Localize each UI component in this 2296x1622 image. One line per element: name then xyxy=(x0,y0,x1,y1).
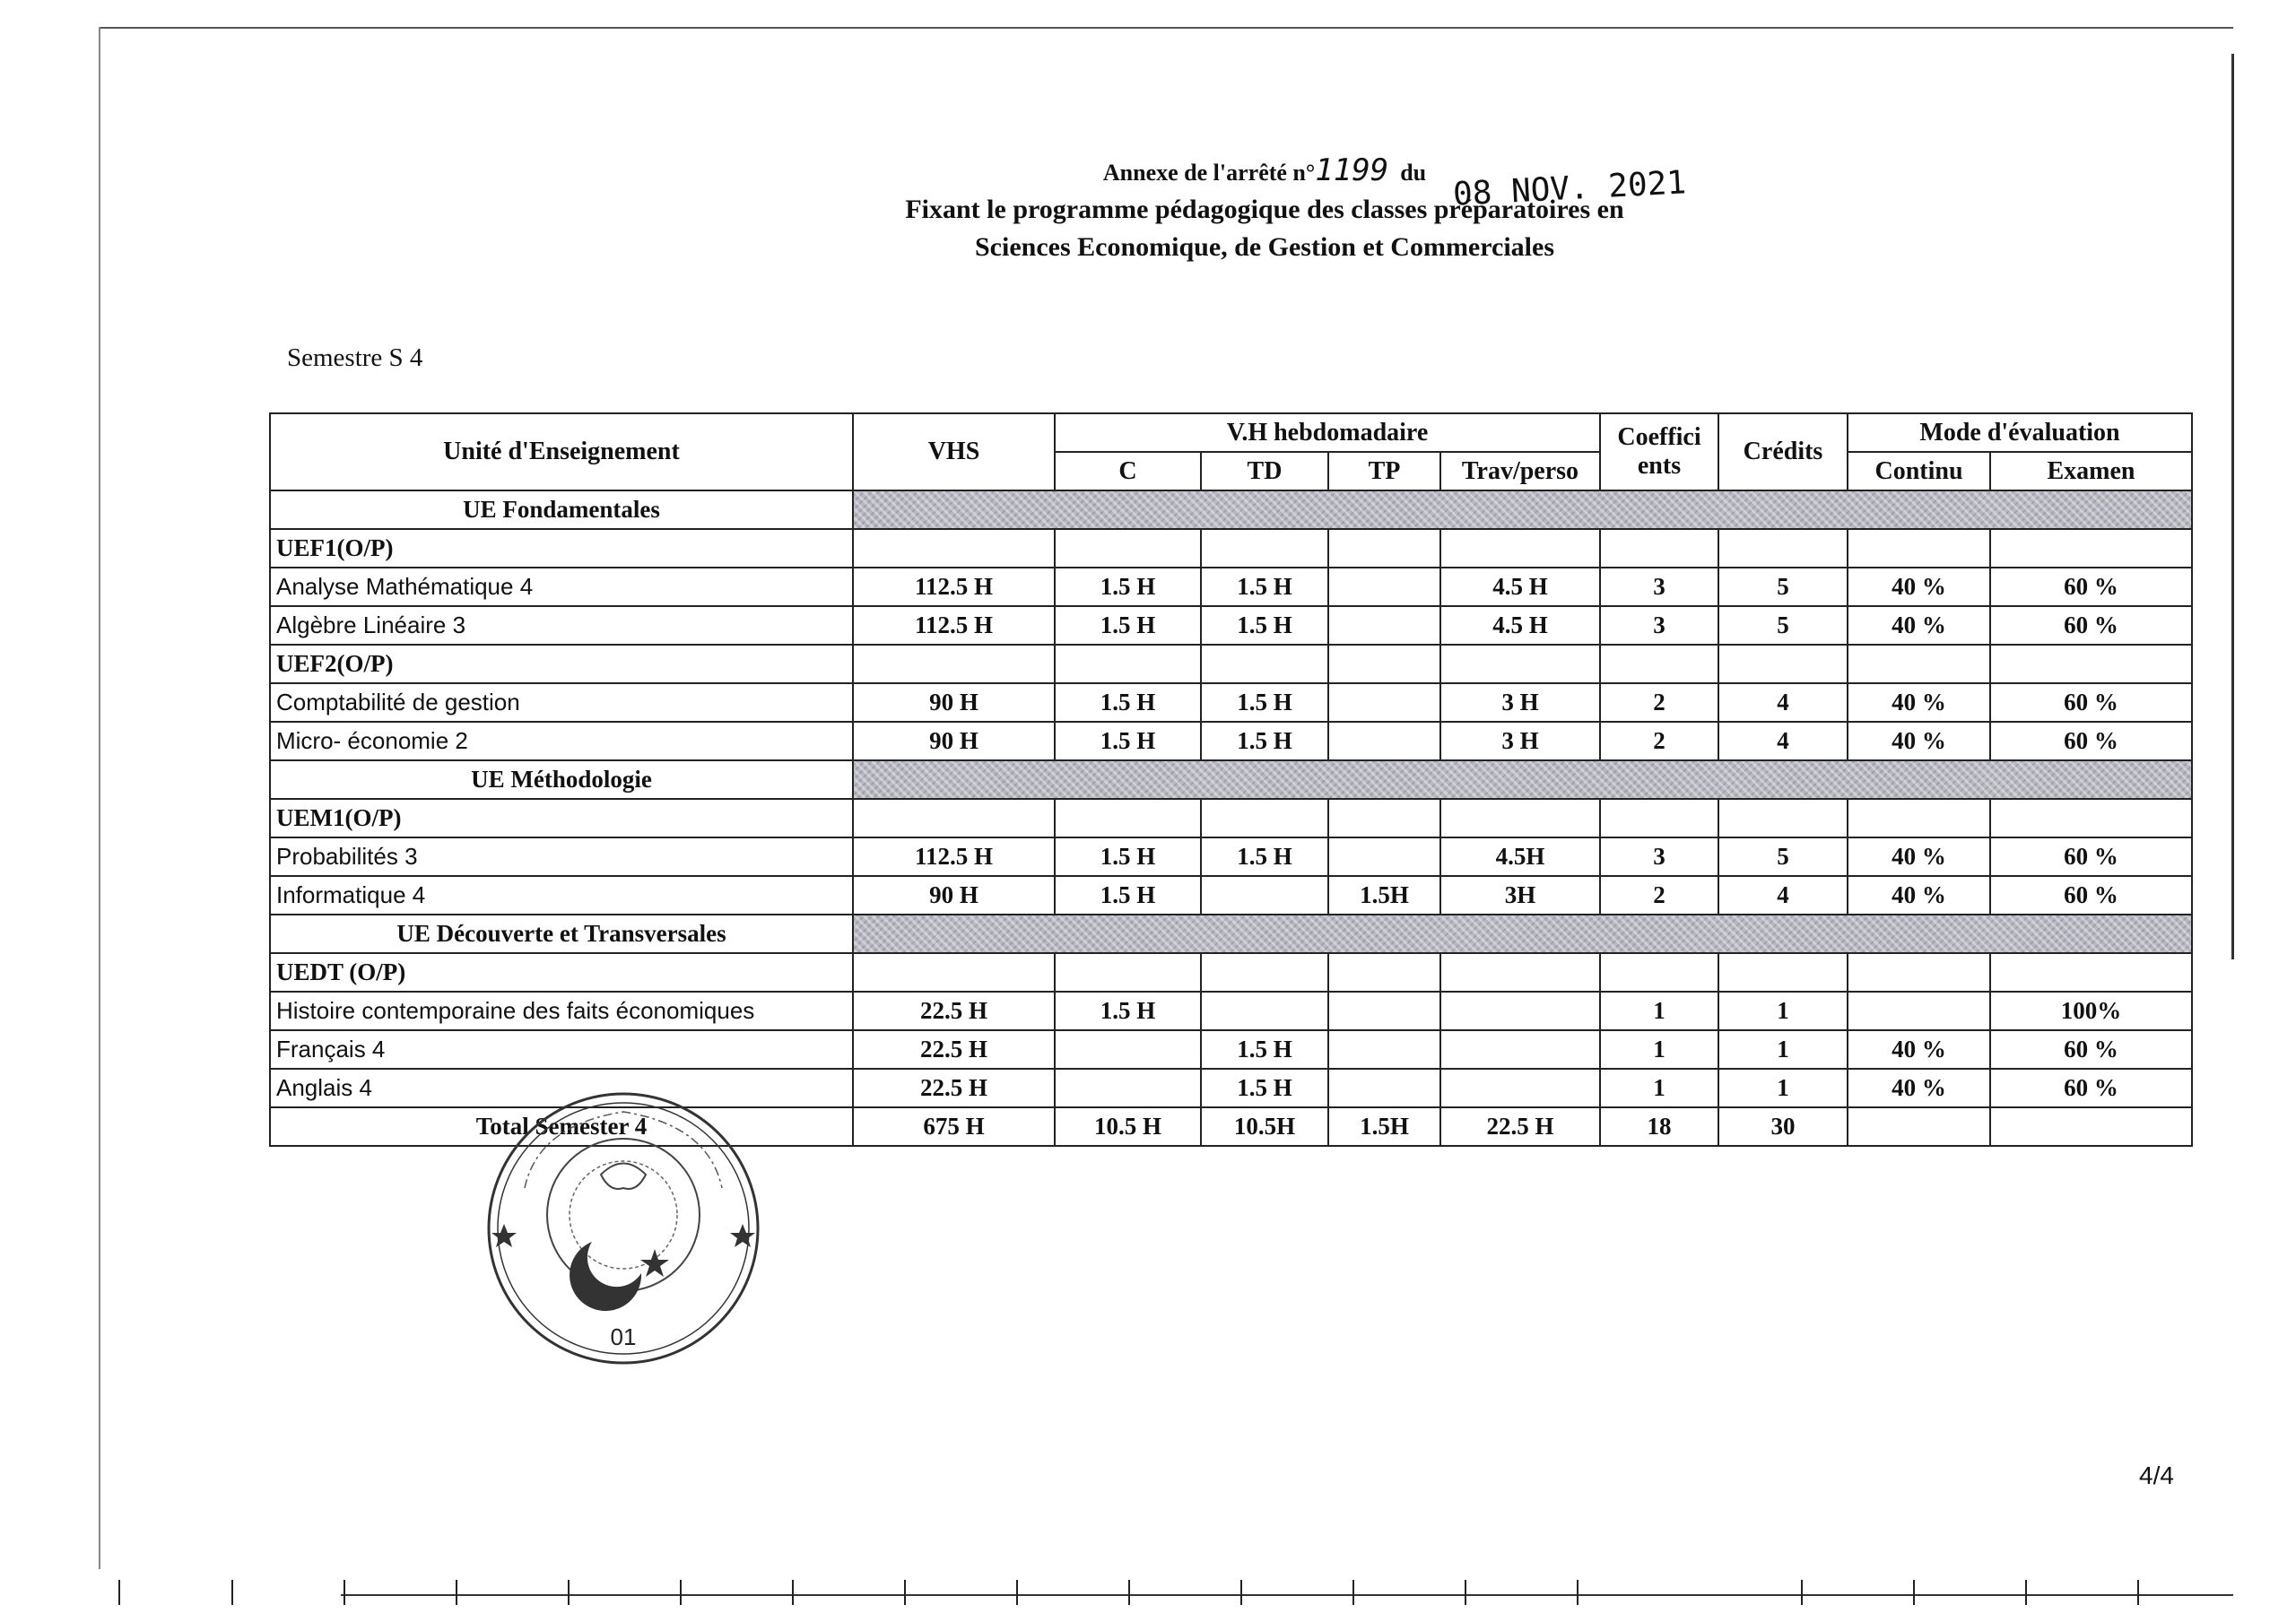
table-row xyxy=(270,837,2192,876)
group-uef1: UEF1(O/P) xyxy=(270,529,853,568)
section-decouverte: UE Découverte et Transversales xyxy=(270,915,853,953)
shaded-band xyxy=(853,490,2192,529)
total-label: Total Semester 4 xyxy=(270,1107,853,1146)
program-table xyxy=(269,412,2193,1147)
scan-tick xyxy=(1128,1580,1130,1605)
table-row xyxy=(270,683,2192,722)
coef-cell: 3 xyxy=(1600,606,1718,645)
td-cell: 1.5 H xyxy=(1201,722,1328,760)
total-td: 10.5H xyxy=(1201,1107,1328,1146)
credits-cell: 5 xyxy=(1718,606,1848,645)
seal-number: 01 xyxy=(610,1323,637,1350)
examen-cell: 60 % xyxy=(1990,876,2192,915)
table-row xyxy=(270,1030,2192,1069)
group-uem1: UEM1(O/P) xyxy=(270,799,853,837)
section-row xyxy=(270,760,2192,799)
scan-tick xyxy=(2025,1580,2027,1605)
total-vhs: 675 H xyxy=(853,1107,1055,1146)
credits-cell: 5 xyxy=(1718,568,1848,606)
annex-prefix: Annexe de l'arrêté n° xyxy=(1102,160,1316,186)
page-number: 4/4 xyxy=(2139,1462,2174,1489)
td-cell xyxy=(1201,876,1328,915)
header-tp: TP xyxy=(1328,452,1440,490)
vhs-cell: 90 H xyxy=(853,722,1055,760)
scan-tick xyxy=(904,1580,906,1605)
scan-tick xyxy=(231,1580,233,1605)
continu-cell: 40 % xyxy=(1848,1069,1990,1107)
tp-cell xyxy=(1328,568,1440,606)
continu-cell: 40 % xyxy=(1848,722,1990,760)
tp-cell xyxy=(1328,1030,1440,1069)
c-cell: 1.5 H xyxy=(1055,992,1201,1030)
section-row xyxy=(270,915,2192,953)
c-cell: 1.5 H xyxy=(1055,683,1201,722)
c-cell: 1.5 H xyxy=(1055,722,1201,760)
course-name: Algèbre Linéaire 3 xyxy=(270,606,853,645)
header-td: TD xyxy=(1201,452,1328,490)
scan-tick xyxy=(118,1580,120,1605)
trav-cell: 4.5 H xyxy=(1440,568,1600,606)
continu-cell: 40 % xyxy=(1848,876,1990,915)
tp-cell xyxy=(1328,606,1440,645)
tp-cell xyxy=(1328,722,1440,760)
examen-cell: 100% xyxy=(1990,992,2192,1030)
scan-tick xyxy=(1352,1580,1354,1605)
course-name: Informatique 4 xyxy=(270,876,853,915)
page-border-right xyxy=(2231,54,2234,959)
date-stamp: 08 NOV. 2021 xyxy=(1452,164,1687,213)
vhs-cell: 22.5 H xyxy=(853,992,1055,1030)
scan-tick xyxy=(680,1580,682,1605)
group-row xyxy=(270,529,2192,568)
course-name: Probabilités 3 xyxy=(270,837,853,876)
trav-cell xyxy=(1440,1069,1600,1107)
section-row xyxy=(270,490,2192,529)
coef-cell: 1 xyxy=(1600,1069,1718,1107)
table-row xyxy=(270,606,2192,645)
scan-tick xyxy=(1913,1580,1915,1605)
credits-cell: 4 xyxy=(1718,683,1848,722)
header-coef-line1: Coeffici xyxy=(1617,423,1701,451)
vhs-cell: 112.5 H xyxy=(853,837,1055,876)
trav-cell xyxy=(1440,1030,1600,1069)
header-credits: Crédits xyxy=(1718,413,1848,490)
examen-cell: 60 % xyxy=(1990,683,2192,722)
td-cell: 1.5 H xyxy=(1201,1030,1328,1069)
td-cell: 1.5 H xyxy=(1201,606,1328,645)
coef-cell: 3 xyxy=(1600,568,1718,606)
table-row xyxy=(270,722,2192,760)
scan-tick xyxy=(344,1580,345,1605)
scan-tick xyxy=(456,1580,457,1605)
scan-tick xyxy=(1577,1580,1578,1605)
credits-cell: 1 xyxy=(1718,1030,1848,1069)
group-uef2: UEF2(O/P) xyxy=(270,645,853,683)
group-row xyxy=(270,645,2192,683)
official-seal-icon xyxy=(484,1089,762,1367)
scan-tick xyxy=(1016,1580,1018,1605)
header-domain: Sciences Economique, de Gestion et Commerciales xyxy=(974,232,1554,262)
trav-cell: 3 H xyxy=(1440,722,1600,760)
coef-cell: 1 xyxy=(1600,992,1718,1030)
scan-tick xyxy=(2137,1580,2139,1605)
td-cell xyxy=(1201,992,1328,1030)
document-header xyxy=(628,152,1901,266)
trav-cell: 3 H xyxy=(1440,683,1600,722)
header-vh-weekly: V.H hebdomadaire xyxy=(1055,413,1600,452)
annex-line xyxy=(628,152,1901,191)
vhs-cell: 112.5 H xyxy=(853,568,1055,606)
vhs-cell: 90 H xyxy=(853,876,1055,915)
td-cell: 1.5 H xyxy=(1201,683,1328,722)
shaded-band xyxy=(853,760,2192,799)
shaded-band xyxy=(853,915,2192,953)
header-mode: Mode d'évaluation xyxy=(1848,413,2192,452)
tp-cell xyxy=(1328,992,1440,1030)
credits-cell: 4 xyxy=(1718,722,1848,760)
group-uedt: UEDT (O/P) xyxy=(270,953,853,992)
table-row xyxy=(270,876,2192,915)
header-c: C xyxy=(1055,452,1201,490)
total-tp: 1.5H xyxy=(1328,1107,1440,1146)
examen-cell: 60 % xyxy=(1990,606,2192,645)
tp-cell xyxy=(1328,1069,1440,1107)
c-cell: 1.5 H xyxy=(1055,876,1201,915)
c-cell: 1.5 H xyxy=(1055,568,1201,606)
total-c: 10.5 H xyxy=(1055,1107,1201,1146)
credits-cell: 1 xyxy=(1718,992,1848,1030)
course-name: Analyse Mathématique 4 xyxy=(270,568,853,606)
course-name: Comptabilité de gestion xyxy=(270,683,853,722)
scan-tick xyxy=(568,1580,570,1605)
group-row xyxy=(270,953,2192,992)
trav-cell: 4.5H xyxy=(1440,837,1600,876)
header-subtitle: Fixant le programme pédagogique des classes préparatoires en xyxy=(905,195,1624,224)
bottom-rule xyxy=(341,1594,2233,1596)
scan-tick xyxy=(792,1580,794,1605)
credits-cell: 4 xyxy=(1718,876,1848,915)
tp-cell xyxy=(1328,683,1440,722)
header-trav: Trav/perso xyxy=(1440,452,1600,490)
continu-cell: 40 % xyxy=(1848,606,1990,645)
continu-cell: 40 % xyxy=(1848,683,1990,722)
examen-cell: 60 % xyxy=(1990,1030,2192,1069)
section-fondamentales: UE Fondamentales xyxy=(270,490,853,529)
course-name: Français 4 xyxy=(270,1030,853,1069)
total-coef: 18 xyxy=(1600,1107,1718,1146)
header-coef-line2: ents xyxy=(1637,452,1682,480)
c-cell: 1.5 H xyxy=(1055,837,1201,876)
annex-du: du xyxy=(1400,160,1427,186)
header-vhs: VHS xyxy=(853,413,1055,490)
header-continu: Continu xyxy=(1848,452,1990,490)
continu-cell: 40 % xyxy=(1848,837,1990,876)
credits-cell: 5 xyxy=(1718,837,1848,876)
tp-cell: 1.5H xyxy=(1328,876,1440,915)
c-cell xyxy=(1055,1069,1201,1107)
examen-cell: 60 % xyxy=(1990,837,2192,876)
continu-cell: 40 % xyxy=(1848,1030,1990,1069)
semester-label: Semestre S 4 xyxy=(287,343,423,372)
header-unit: Unité d'Enseignement xyxy=(270,413,853,490)
total-continu xyxy=(1848,1107,1990,1146)
trav-cell: 3H xyxy=(1440,876,1600,915)
course-name: Micro- économie 2 xyxy=(270,722,853,760)
total-examen xyxy=(1990,1107,2192,1146)
scan-tick xyxy=(1801,1580,1803,1605)
table-header-row xyxy=(270,413,2192,452)
td-cell: 1.5 H xyxy=(1201,837,1328,876)
td-cell: 1.5 H xyxy=(1201,1069,1328,1107)
credits-cell: 1 xyxy=(1718,1069,1848,1107)
table-row xyxy=(270,568,2192,606)
examen-cell: 60 % xyxy=(1990,1069,2192,1107)
c-cell: 1.5 H xyxy=(1055,606,1201,645)
scan-tick xyxy=(1465,1580,1466,1605)
vhs-cell: 90 H xyxy=(853,683,1055,722)
trav-cell xyxy=(1440,992,1600,1030)
vhs-cell: 112.5 H xyxy=(853,606,1055,645)
tp-cell xyxy=(1328,837,1440,876)
vhs-cell: 22.5 H xyxy=(853,1030,1055,1069)
page-border-top xyxy=(99,27,2233,29)
total-credits: 30 xyxy=(1718,1107,1848,1146)
course-name: Anglais 4 xyxy=(270,1069,853,1107)
trav-cell: 4.5 H xyxy=(1440,606,1600,645)
continu-cell xyxy=(1848,992,1990,1030)
group-row xyxy=(270,799,2192,837)
td-cell: 1.5 H xyxy=(1201,568,1328,606)
examen-cell: 60 % xyxy=(1990,722,2192,760)
coef-cell: 1 xyxy=(1600,1030,1718,1069)
coef-cell: 2 xyxy=(1600,876,1718,915)
section-methodologie: UE Méthodologie xyxy=(270,760,853,799)
total-trav: 22.5 H xyxy=(1440,1107,1600,1146)
course-name: Histoire contemporaine des faits économiques xyxy=(270,992,853,1030)
coef-cell: 2 xyxy=(1600,683,1718,722)
continu-cell: 40 % xyxy=(1848,568,1990,606)
header-examen: Examen xyxy=(1990,452,2192,490)
decree-number: 1199 xyxy=(1315,152,1389,188)
page-border-left xyxy=(99,27,100,1569)
vhs-cell: 22.5 H xyxy=(853,1069,1055,1107)
c-cell xyxy=(1055,1030,1201,1069)
table-row xyxy=(270,992,2192,1030)
header-coefficients xyxy=(1600,413,1718,490)
coef-cell: 2 xyxy=(1600,722,1718,760)
coef-cell: 3 xyxy=(1600,837,1718,876)
scan-tick xyxy=(1240,1580,1242,1605)
examen-cell: 60 % xyxy=(1990,568,2192,606)
